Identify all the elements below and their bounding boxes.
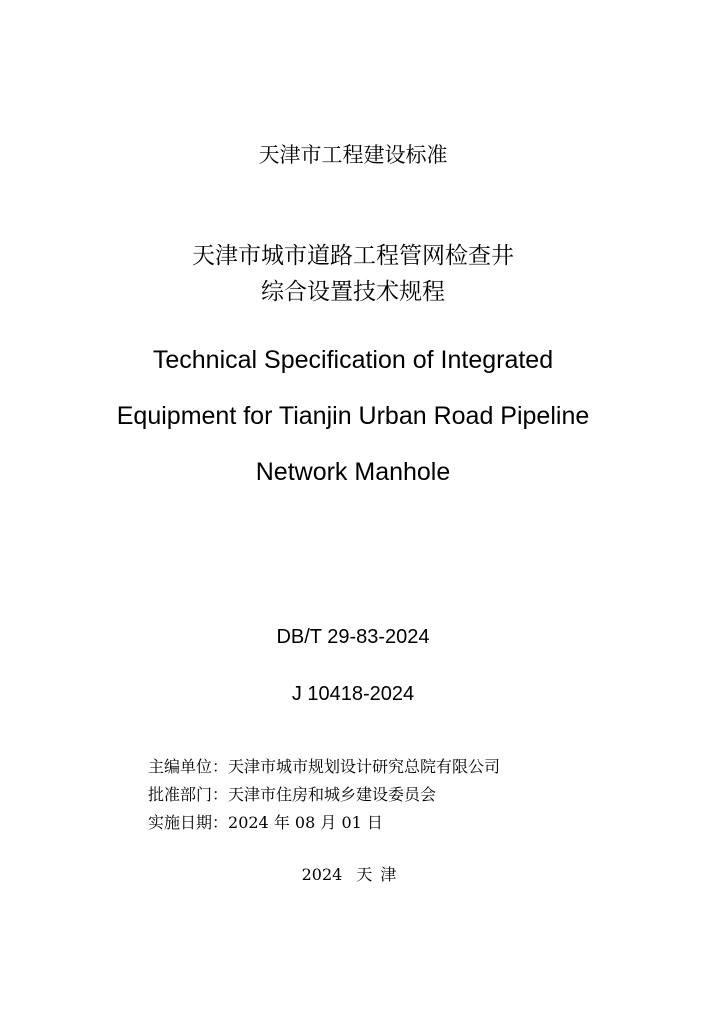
approver-label: 批准部门： [148,785,229,804]
footer-city: 天津 [356,865,405,884]
title-chinese-line-1: 天津市城市道路工程管网检查井 [192,243,514,269]
approver-row [148,781,500,809]
title-english-line-3: Network Manhole [255,458,451,486]
standard-series-heading: 天津市工程建设标准 [258,143,448,167]
date-value: 2024 年 08 月 01 日 [228,813,383,832]
publication-info [148,753,500,837]
title-english-line-1: Technical Specification of Integrated [152,346,554,374]
editor-value: 天津市城市规划设计研究总院有限公司 [228,757,501,776]
editor-row [148,753,500,781]
publication-footer [0,862,706,888]
title-chinese-line-2: 综合设置技术规程 [261,279,445,305]
editor-label: 主编单位： [148,757,229,776]
approver-value: 天津市住房和城乡建设委员会 [228,785,437,804]
record-number: J 10418-2024 [291,683,415,705]
date-label: 实施日期： [148,813,229,832]
standard-number: DB/T 29-83-2024 [276,626,430,648]
date-row [148,809,500,837]
title-english-line-2: Equipment for Tianjin Urban Road Pipeline [116,402,590,430]
footer-year: 2024 [301,865,343,884]
